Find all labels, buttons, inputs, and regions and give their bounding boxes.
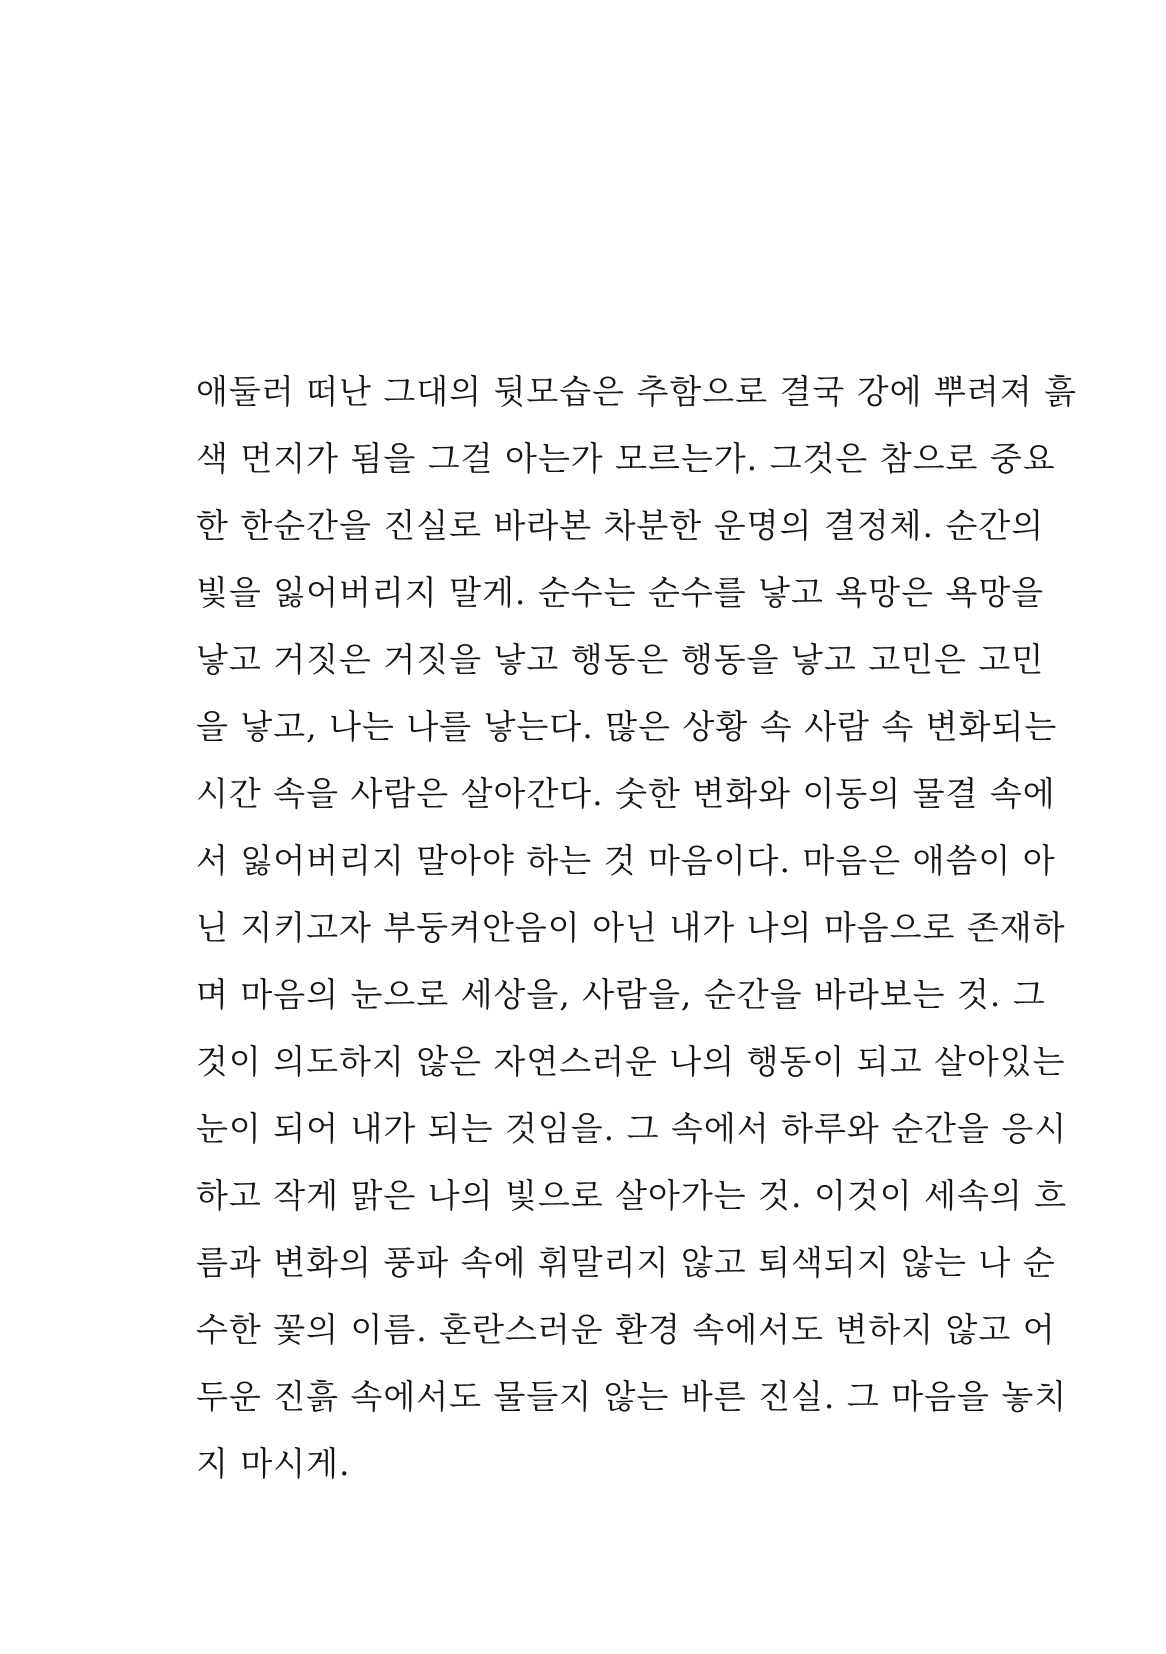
text-line-17: 지 마시게.: [196, 1444, 351, 1483]
text-line-9: 닌 지키고자 부둥켜안음이 아닌 내가 나의 마음으로 존재하: [196, 908, 1066, 947]
text-line-13: 하고 작게 맑은 나의 빛으로 살아가는 것. 이것이 세속의 흐: [196, 1176, 1068, 1215]
text-line-4: 빛을 잃어버리지 말게. 순수는 순수를 낳고 욕망은 욕망을: [196, 573, 1045, 612]
text-line-11: 것이 의도하지 않은 자연스러운 나의 행동이 되고 살아있는: [196, 1042, 1066, 1081]
body-text: [196, 358, 1077, 1497]
text-line-7: 시간 속을 사람은 살아간다. 숫한 변화와 이동의 물결 속에: [196, 774, 1056, 813]
text-line-15: 수한 꽃의 이름. 혼란스러운 환경 속에서도 변하지 않고 어: [196, 1310, 1056, 1349]
text-line-6: 을 낳고, 나는 나를 낳는다. 많은 상황 속 사람 속 변화되는: [196, 707, 1058, 746]
text-line-5: 낳고 거짓은 거짓을 낳고 행동은 행동을 낳고 고민은 고민: [196, 640, 1045, 679]
text-line-8: 서 잃어버리지 말아야 하는 것 마음이다. 마음은 애씀이 아: [196, 841, 1056, 880]
text-line-16: 두운 진흙 속에서도 물들지 않는 바른 진실. 그 마음을 놓치: [196, 1377, 1068, 1416]
text-line-12: 눈이 되어 내가 되는 것임을. 그 속에서 하루와 순간을 응시: [196, 1109, 1068, 1148]
text-line-10: 며 마음의 눈으로 세상을, 사람을, 순간을 바라보는 것. 그: [196, 975, 1046, 1014]
text-line-1: 애둘러 떠난 그대의 뒷모습은 추함으로 결국 강에 뿌려져 흙: [196, 372, 1077, 411]
text-line-3: 한 한순간을 진실로 바라본 차분한 운명의 결정체. 순간의: [196, 506, 1045, 545]
text-line-2: 색 먼지가 됨을 그걸 아는가 모르는가. 그것은 참으로 중요: [196, 439, 1056, 478]
text-line-14: 름과 변화의 풍파 속에 휘말리지 않고 퇴색되지 않는 나 순: [196, 1243, 1056, 1282]
